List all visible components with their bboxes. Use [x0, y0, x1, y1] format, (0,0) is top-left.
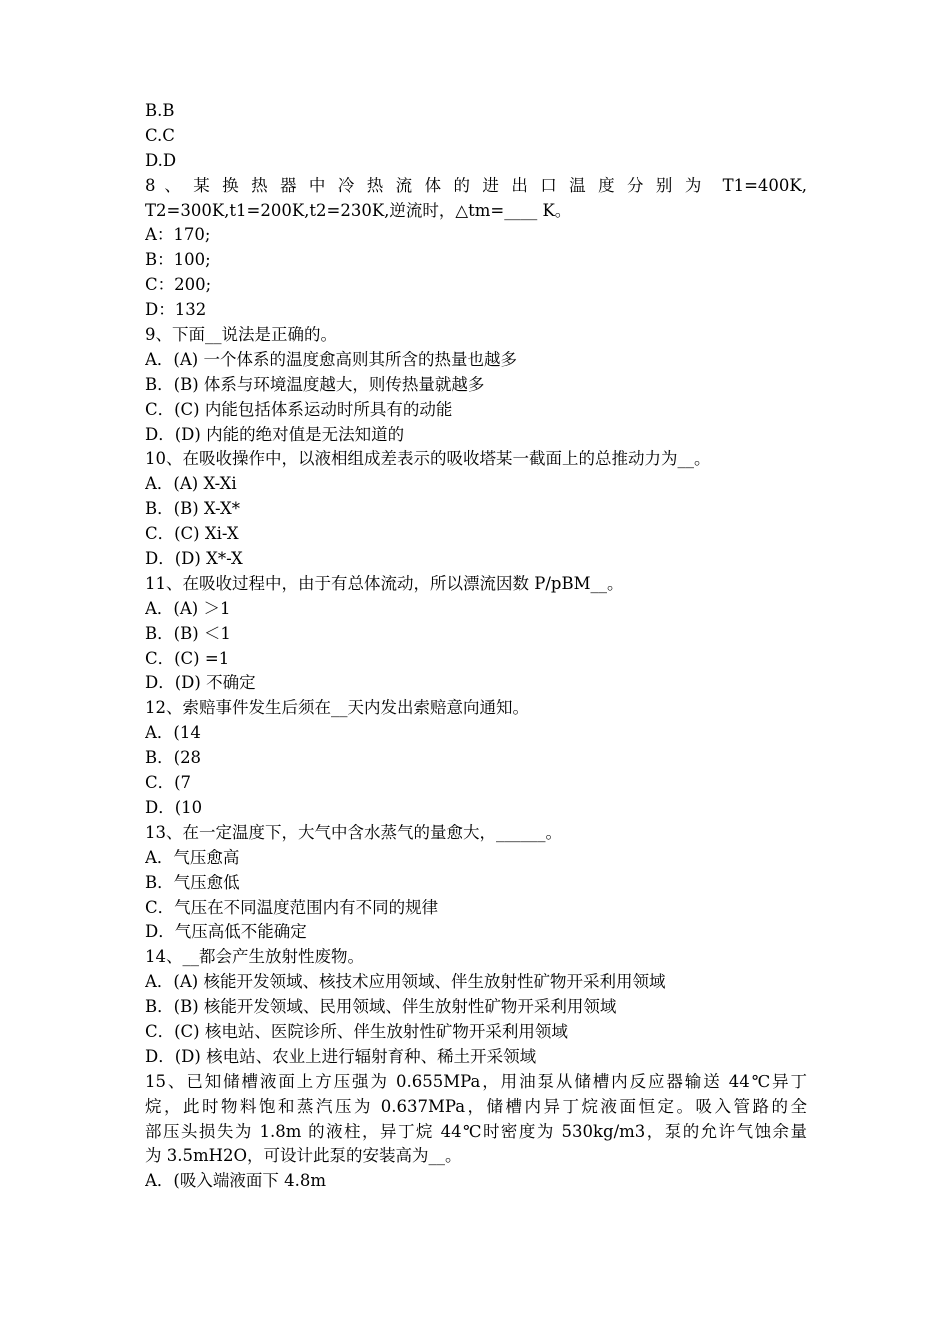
question-11-stem: 11、在吸收过程中，由于有总体流动，所以漂流因数 P/pBM__。 — [145, 573, 624, 593]
option-b: B：100; — [145, 250, 211, 270]
question-15-stem-cont: 部压头损失为 1.8m 的液柱，异丁烷 44℃时密度为 530kg/m3，泵的允许气蚀余量 — [145, 1121, 807, 1141]
option-b: B．(B) 体系与环境温度越大，则传热量就越多 — [145, 374, 485, 394]
option-a: A．(A) X-Xi — [145, 474, 237, 494]
option-a: A．(吸入端液面下 4.8m — [145, 1171, 326, 1191]
option-c: C．(C) 内能包括体系运动时所具有的动能 — [145, 399, 453, 419]
option-a: A．气压愈高 — [145, 847, 240, 867]
question-14-stem: 14、__都会产生放射性废物。 — [145, 947, 364, 967]
option-c: C：200; — [145, 275, 212, 295]
option-c: C．气压在不同温度范围内有不同的规律 — [145, 897, 439, 917]
text-line: B.B — [145, 101, 175, 120]
question-15-stem-cont: 为 3.5mH2O，可设计此泵的安装高为__。 — [145, 1146, 462, 1166]
option-a: A．(14 — [145, 723, 201, 743]
option-c: C．(7 — [145, 773, 192, 793]
option-b: B．(B) 核能开发领域、民用领域、伴生放射性矿物开采利用领域 — [145, 997, 617, 1017]
option-d: D．气压高低不能确定 — [145, 922, 307, 942]
option-b: B．(B) X-X* — [145, 499, 241, 519]
document-page — [145, 99, 807, 1194]
option-d: D：132 — [145, 300, 207, 320]
option-d: D．(D) 核电站、农业上进行辐射育种、稀土开采领域 — [145, 1046, 537, 1066]
question-10-stem: 10、在吸收操作中，以液相组成差表示的吸收塔某一截面上的总推动力为__。 — [145, 449, 711, 469]
option-b: B．(B) ＜1 — [145, 623, 231, 643]
option-b: B．(28 — [145, 748, 202, 768]
question-9-stem: 9、下面__说法是正确的。 — [145, 325, 337, 345]
option-c: C．(C) =1 — [145, 648, 230, 668]
option-a: A：170; — [145, 225, 211, 245]
question-15-stem: 15、已知储槽液面上方压强为 0.655MPa，用油泵从储槽内反应器输送 44℃异丁 — [145, 1071, 807, 1091]
option-b: B．气压愈低 — [145, 872, 240, 892]
option-d: D．(D) X*-X — [145, 549, 243, 569]
text-line: D.D — [145, 150, 177, 170]
question-8-stem: 8 、 某 换 热 器 中 冷 热 流 体 的 进 出 口 温 度 分 别 为 T1=400K, — [145, 175, 807, 195]
option-c: C．(C) Xi-X — [145, 524, 239, 544]
option-a: A．(A) 核能开发领域、核技术应用领域、伴生放射性矿物开采利用领域 — [145, 972, 666, 992]
question-13-stem: 13、在一定温度下，大气中含水蒸气的量愈大，______。 — [145, 822, 562, 842]
option-a: A．(A) ＞1 — [145, 598, 231, 618]
option-d: D．(D) 不确定 — [145, 673, 256, 693]
question-12-stem: 12、索赔事件发生后须在__天内发出索赔意向通知。 — [145, 698, 529, 718]
option-c: C．(C) 核电站、医院诊所、伴生放射性矿物开采利用领域 — [145, 1021, 568, 1041]
option-d: D．(D) 内能的绝对值是无法知道的 — [145, 424, 405, 444]
text-line: C.C — [145, 125, 175, 145]
option-d: D．(10 — [145, 797, 203, 817]
text-line: T2=300K,t1=200K,t2=230K,逆流时，△tm=____ K。 — [145, 200, 572, 220]
option-a: A．(A) 一个体系的温度愈高则其所含的热量也越多 — [145, 349, 517, 369]
question-15-stem-cont: 烷，此时物料饱和蒸汽压为 0.637MPa，储槽内异丁烷液面恒定。吸入管路的全 — [145, 1096, 807, 1116]
